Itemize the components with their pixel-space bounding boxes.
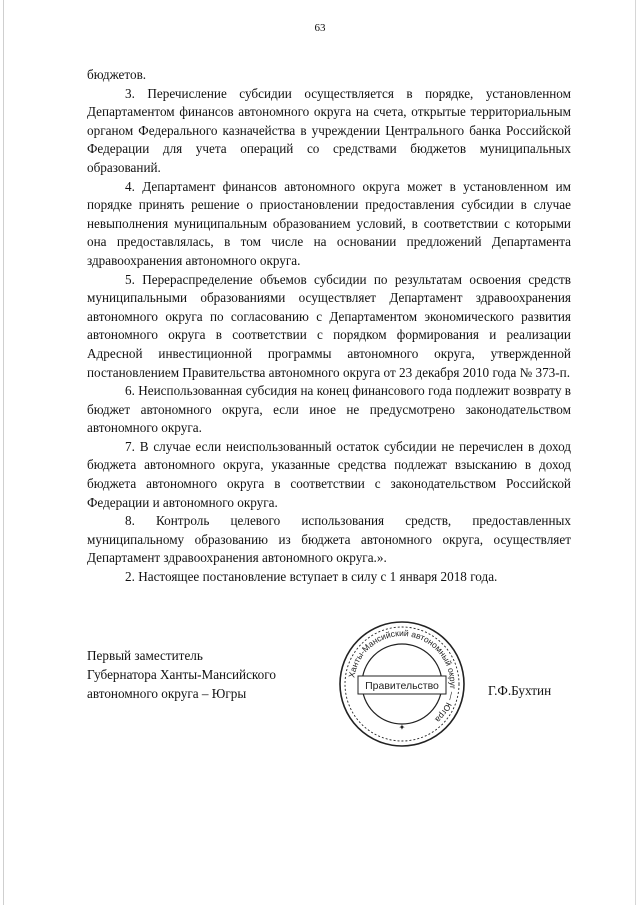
signatory-title-line: Первый заместитель (87, 648, 203, 663)
signatory-title-line: автономного округа – Югры (87, 686, 247, 701)
paragraph-item-8: 8. Контроль целевого использования средств, предоставленных муниципальному образованию из бюджета автономного округа, осуществляет Департамент здравоохранения автономного округа.». (87, 513, 571, 566)
official-seal (336, 618, 468, 750)
paragraph-item-7: 7. В случае если неиспользованный остаток субсидии не перечислен в доход бюджета автономного округа, указанные средства подлежат взысканию в доход бюджета автономного округа в соответствии с законодательством Российской Федерации и автономного округа. (87, 438, 571, 510)
page-number: 63 (314, 22, 326, 34)
scan-edge-left (3, 0, 4, 905)
scan-edge-right (635, 0, 636, 905)
signatory-title-line: Губернатора Ханты-Мансийского (87, 667, 276, 682)
seal-star-mark: ✦ (398, 723, 406, 732)
paragraph-item-3: 3. Перечисление субсидии осуществляется в порядке, установленном Департаментом финансов автономного округа на счета, открытые территориальным органом Федерального казначейства в учреждении Центрального банка Российской Федерации для учета операций со средствами бюджетов муниципальных образований. (87, 85, 571, 175)
signatory-title (87, 646, 276, 703)
signatory-name: Г.Ф.Бухтин (488, 683, 552, 698)
paragraph-item-5: 5. Перераспределение объемов субсидии по результатам освоения средств муниципальными образованиями осуществляет Департамент здравоохранения автономного округа по согласованию с Департаментом экономического развития автономного округа в соответствии с порядком формирования и реализации Адресной инвестиционной программы автономного округа, утвержденной постановлением Правительства автономного округа от 23 декабря 2010 года № 373-п. (87, 271, 571, 380)
paragraph-effective-date: 2. Настоящее постановление вступает в силу с 1 января 2018 года. (125, 569, 498, 585)
seal-center-text: Правительство (365, 680, 439, 692)
paragraph-item-4: 4. Департамент финансов автономного округа может в установленном им порядке принять решение о приостановлении предоставления субсидии в случае невыполнения муниципальным образованием условий, в соответствии с которыми она предоставлялась, в том числе на основании предложений Департамента здравоохранения автономного округа. (87, 178, 571, 268)
paragraph-continuation: бюджетов. (87, 67, 147, 82)
seal-ring-text: Ханты-Мансийский автономный округ — Югра (346, 627, 459, 725)
seal-graphic (336, 618, 468, 750)
paragraph-item-6: 6. Неиспользованная субсидия на конец финансового года подлежит возврату в бюджет автономного округа, если иное не предусмотрено законодательством автономного округа. (87, 383, 571, 436)
document-body (87, 66, 571, 587)
